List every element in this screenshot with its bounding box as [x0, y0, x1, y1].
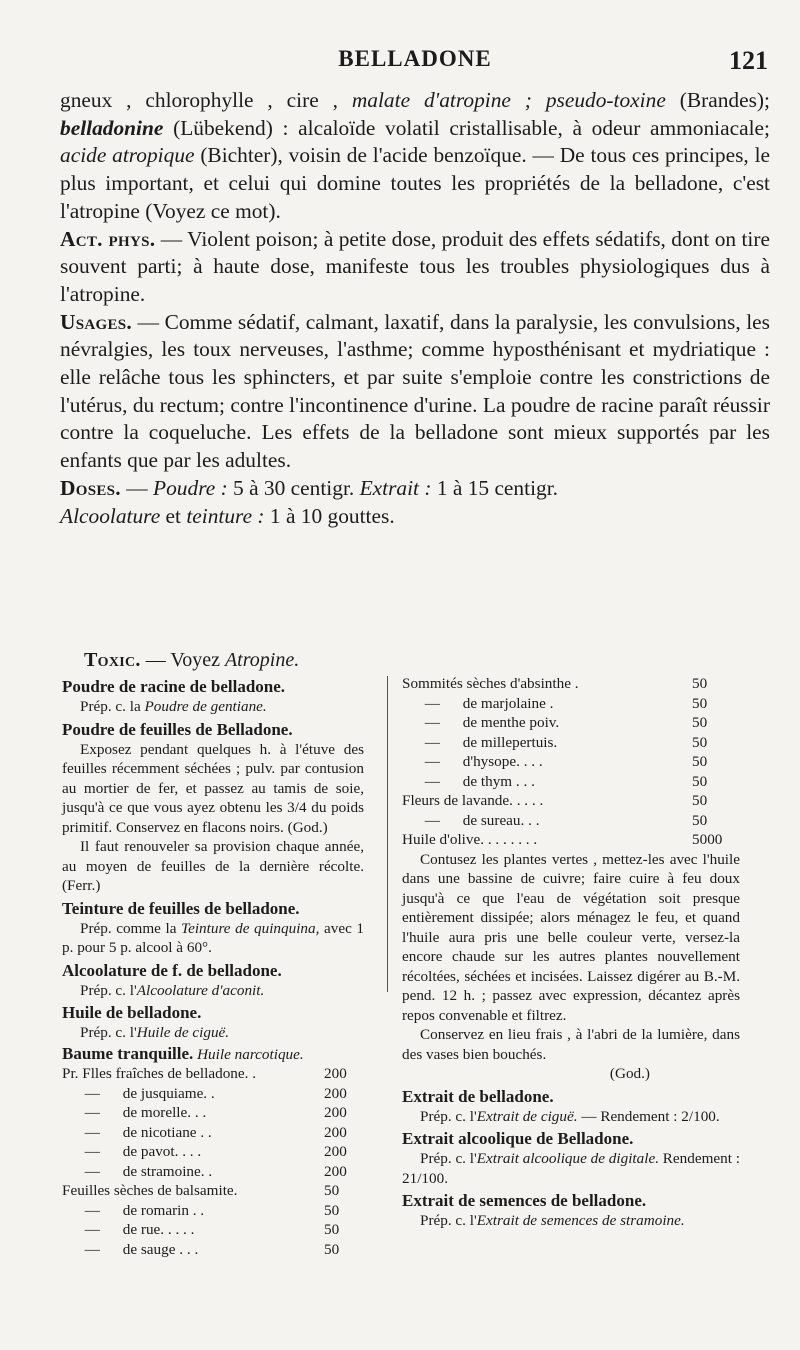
text-fragment: (Bichter), voisin de l'acide benzoïque. — De tous ces principes, le plus important, et celui qui domine toutes les propriétés de la belladone, c'est l'atropine (Voyez ce mot). [60, 143, 770, 223]
entry-text [402, 1211, 740, 1231]
ingredient-row [62, 1064, 364, 1084]
ingredient-qty: 50 [324, 1221, 340, 1238]
paragraph-toxic [84, 649, 299, 672]
italic-term: Extrait de semences de stramoine. [476, 1212, 685, 1229]
ingredient-name: — de nicotiane . . [62, 1123, 212, 1141]
ingredient-name: Fleurs de lavande. . . . . [402, 792, 544, 809]
ingredient-name: — de romarin . . [62, 1201, 205, 1219]
text-fragment: Prép. comme la [80, 919, 182, 937]
left-column [62, 674, 364, 1259]
ingredient-name: — de menthe poiv. [402, 714, 560, 731]
ingredient-qty: 50 [692, 811, 708, 829]
ingredient-name: — de millepertuis. [402, 733, 558, 751]
ingredient-row [402, 791, 740, 811]
text-fragment: — Voyez [140, 649, 225, 671]
italic-term: Poudre de gentiane. [144, 698, 267, 715]
text-fragment: 1 à 15 centigr. [431, 475, 558, 500]
ingredient-row [62, 1162, 364, 1182]
ingredient-name: — de rue. . . . . [62, 1221, 195, 1238]
entry-title: Huile de belladone. [62, 1003, 202, 1022]
entry-title: Poudre de feuilles de Belladone. [62, 719, 293, 739]
ingredient-row [402, 694, 740, 714]
italic-term: Atropine. [224, 649, 300, 671]
ingredient-qty: 200 [324, 1065, 347, 1082]
section-label: Doses. [60, 475, 121, 500]
page-header [62, 46, 768, 86]
ingredient-row [62, 1201, 364, 1221]
text-fragment: Prép. c. la [80, 698, 145, 715]
text-fragment: — [120, 475, 154, 500]
ingredient-name: Feuilles sèches de balsamite. [62, 1182, 238, 1199]
ingredient-qty: 50 [692, 714, 708, 731]
entry-text [402, 1107, 740, 1127]
ingredient-qty: 50 [692, 772, 708, 790]
italic-term: Extrait : [359, 475, 432, 500]
entry-title: Poudre de racine de belladone. [62, 677, 286, 696]
ingredient-qty: 5000 [692, 831, 723, 848]
text-fragment: — Rendement : 2/100. [577, 1107, 720, 1125]
ingredient-row [62, 1103, 364, 1123]
italic-term: malate d'atropine ; pseudo-toxine [351, 88, 666, 112]
ingredient-name: — de sauge . . . [62, 1240, 199, 1258]
paragraph-composition [60, 87, 770, 226]
text-fragment: — Violent poison; à petite dose, produit des effets sédatifs, dont on tire souvent parti; à haute dose, manifeste tous les troubles physiologiques dus à l'atropine. [60, 226, 770, 306]
ingredient-list [62, 1064, 364, 1259]
ingredient-name: Huile d'olive. . . . . . . . [402, 831, 538, 848]
text-fragment: 1 à 10 gouttes. [264, 503, 395, 528]
text-fragment: gneux , chlorophylle , cire , [60, 88, 352, 112]
ingredient-row [62, 1220, 364, 1240]
text-fragment: Prép. c. l' [80, 1024, 137, 1041]
text-fragment: Prép. c. l' [420, 1212, 477, 1229]
italic-term: Extrait alcoolique de digitale. [476, 1150, 659, 1167]
entry-text: Contusez les plantes vertes , mettez-les avec l'huile dans une bassine de cuivre; faire cuire à feu doux jusqu'à ce que l'eau de végétation soit presque entièrement dissipée; alors ménagez le feu, et quand l'huile aura pris une belle couleur verte, versez-la encore chaude sur les autres plantes nouvellement récoltées, séchées et incisées. Laissez digérer au B.-M. pend. 12 h. ; passez avec expression, décantez après repos convenable et filtrez. [402, 850, 740, 1024]
text-fragment: — Comme sédatif, calmant, laxatif, dans la paralysie, les convulsions, les névralgies, les toux nerveuses, l'asthme; comme hyposthénisant et mydriatique : elle relâche tous les sphincters, et par suite s'emploie contre les constrictions de l'utérus, du rectum; contre l'incontinence d'urine. La poudre de racine paraît réussir contre la coqueluche. Les effets de la belladone sont mieux supportés par les enfants que par les adultes. [60, 309, 770, 473]
entry-text: Il faut renouveler sa provision chaque année, au moyen de feuilles de la dernière récolte. (Ferr.) [62, 838, 364, 894]
italic-term: Alcoolature [60, 503, 161, 528]
text-fragment: (Brandes); [665, 88, 770, 112]
ingredient-qty: 50 [692, 792, 708, 809]
source-citation: (God.) [609, 1065, 650, 1082]
entry-title: Alcoolature de f. de belladone. [62, 960, 282, 980]
ingredient-name: — de pavot. . . . [62, 1143, 202, 1160]
ingredient-qty: 50 [324, 1182, 340, 1199]
entry-text [62, 981, 364, 1001]
ingredient-row [402, 830, 740, 850]
ingredient-qty: 200 [324, 1162, 347, 1180]
ingredient-row [402, 713, 740, 733]
entry-text [62, 919, 364, 958]
ingredient-qty: 50 [692, 675, 708, 692]
ingredient-row [62, 1181, 364, 1201]
ingredient-row [402, 752, 740, 772]
entry-text [62, 697, 364, 717]
entry-title: Extrait alcoolique de Belladone. [402, 1129, 634, 1148]
ingredient-name: — de sureau. . . [402, 811, 540, 829]
italic-term: acide atropique [60, 143, 195, 168]
ingredient-row [62, 1142, 364, 1162]
text-fragment: Prép. c. l' [420, 1150, 477, 1167]
section-label: Toxic. [84, 649, 141, 671]
ingredient-name: — de thym . . . [402, 772, 535, 790]
ingredient-qty: 50 [324, 1201, 340, 1219]
ingredient-row [402, 733, 740, 753]
ingredient-row [62, 1123, 364, 1143]
ingredient-qty: 200 [324, 1084, 347, 1102]
italic-term: belladonine [60, 115, 164, 140]
ingredient-name: — de marjolaine . [402, 694, 554, 712]
italic-term: Huile de ciguë. [136, 1024, 230, 1041]
text-fragment: Prép. c. l' [80, 981, 137, 999]
ingredient-row [62, 1240, 364, 1260]
ingredient-name: Sommités sèches d'absinthe . [402, 675, 579, 692]
ingredient-qty: 200 [324, 1123, 347, 1141]
entry-text: Exposez pendant quelques h. à l'étuve des feuilles récemment séchées ; pulv. par contusion au mortier de fer, et passez au tamis de soie, jusqu'à ce que vous ayez obtenu les 3/4 du poids primitif. Conservez en flacons noirs. (God.) [62, 740, 364, 836]
running-title: BELLADONE [338, 46, 492, 71]
paragraph-doses [60, 475, 770, 530]
ingredient-name: — de stramoine. . [62, 1162, 213, 1180]
right-column [402, 674, 740, 1231]
ingredient-row [402, 772, 740, 792]
ingredient-name: Pr. Flles fraîches de belladone. . [62, 1065, 257, 1082]
text-fragment: et [160, 503, 187, 528]
ingredient-qty: 200 [324, 1143, 347, 1160]
text-fragment: avec 1 p. pour 5 p. alcool à 60°. [62, 919, 364, 956]
italic-term: Huile narcotique. [193, 1045, 304, 1063]
entry-title-line [62, 1043, 364, 1065]
ingredient-qty: 50 [692, 694, 708, 712]
page-number: 121 [729, 46, 768, 75]
entry-title: Baume tranquille. [62, 1043, 194, 1063]
ingredient-list [402, 674, 740, 850]
text-fragment: Prép. c. l' [420, 1107, 477, 1125]
italic-term: Poudre : [153, 475, 228, 500]
section-label: Act. phys. [60, 226, 156, 251]
ingredient-row [402, 674, 740, 694]
entry-title: Extrait de belladone. [402, 1086, 554, 1106]
italic-term: Extrait de ciguë. [476, 1107, 578, 1125]
ingredient-qty: 50 [324, 1240, 340, 1258]
ingredient-name: — de jusquiame. . [62, 1084, 215, 1102]
ingredient-qty: 200 [324, 1104, 347, 1121]
italic-term: Teinture de quinquina, [181, 919, 320, 937]
ingredient-name: — de morelle. . . [62, 1104, 207, 1121]
section-label: Usages. [60, 309, 133, 334]
ingredient-row [62, 1084, 364, 1104]
entry-text [402, 1149, 740, 1188]
entry-text: Conservez en lieu frais , à l'abri de la lumière, dans des vases bien bouchés. [402, 1026, 740, 1063]
text-fragment: Rendement : 21/100. [402, 1150, 740, 1187]
ingredient-qty: 50 [692, 733, 708, 751]
paragraph-action [60, 226, 770, 309]
ingredient-qty: 50 [692, 753, 708, 770]
entry-title: Extrait de semences de belladone. [402, 1191, 647, 1210]
italic-term: teinture : [186, 503, 265, 528]
entry-title: Teinture de feuilles de belladone. [62, 898, 300, 918]
paragraph-usages [60, 309, 770, 475]
ingredient-name: — d'hysope. . . . [402, 753, 543, 770]
italic-term: Alcoolature d'aconit. [136, 981, 265, 999]
column-divider [387, 676, 388, 992]
main-text [60, 87, 770, 530]
ingredient-row [402, 811, 740, 831]
text-fragment: (Lübekend) : alcaloïde volatil cristallisable, à odeur ammoniacale; [163, 115, 770, 140]
entry-text [62, 1023, 364, 1043]
text-fragment: 5 à 30 centigr. [227, 475, 360, 500]
